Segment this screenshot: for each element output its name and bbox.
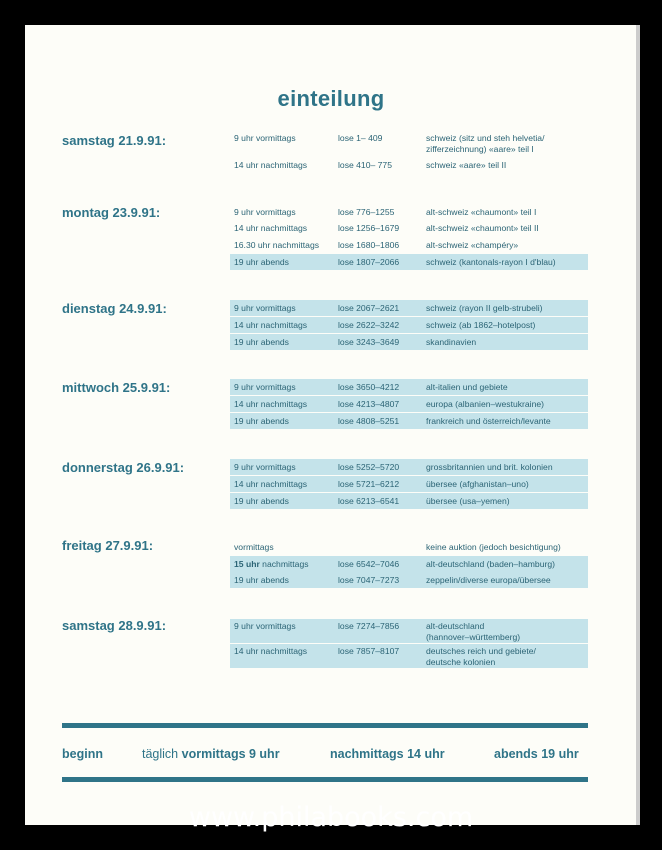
- session-lots: lose 6542–7046: [338, 559, 400, 569]
- session-row: [230, 204, 588, 220]
- session-description: europa (albanien–westukraine): [426, 399, 545, 409]
- session-time: 9 uhr vormittags: [234, 207, 296, 217]
- session-lots: lose 776–1255: [338, 207, 395, 217]
- session-description: deutsches reich und gebiete/ deutsche kolonien: [426, 646, 536, 667]
- session-description: schweiz (rayon II gelb-strubeli): [426, 303, 543, 313]
- session-lots: lose 6213–6541: [338, 496, 400, 506]
- footer-taeglich: täglich: [142, 747, 179, 761]
- session-row: [230, 459, 588, 475]
- page-edge: [636, 25, 640, 825]
- session-lots: lose 4213–4807: [338, 399, 400, 409]
- session-description: alt-deutschland (baden–hamburg): [426, 559, 555, 569]
- day-heading: samstag 28.9.91:: [62, 618, 167, 633]
- session-description: grossbritannien und brit. kolonien: [426, 462, 553, 472]
- session-time: 19 uhr abends: [234, 257, 289, 267]
- session-time: vormittags: [234, 542, 274, 552]
- session-description: übersee (usa–yemen): [426, 496, 510, 506]
- session-row: [230, 130, 588, 154]
- session-time: 15 uhr nachmittags: [234, 559, 309, 569]
- footer-afternoon: nachmittags 14 uhr: [330, 747, 445, 761]
- session-description: keine auktion (jedoch besichtigung): [426, 542, 561, 552]
- day-heading: donnerstag 26.9.91:: [62, 460, 185, 475]
- session-row: [230, 254, 588, 270]
- session-description: schweiz (sitz und steh helvetia/ zifferzeichnung) «aare» teil I: [426, 133, 545, 154]
- session-row: [230, 396, 588, 412]
- session-time: 14 uhr nachmittags: [234, 160, 308, 170]
- session-lots: lose 1807–2066: [338, 257, 400, 267]
- session-row: [230, 413, 588, 429]
- session-description: frankreich und österreich/levante: [426, 416, 551, 426]
- session-row: [230, 619, 588, 643]
- session-row: [230, 220, 588, 236]
- day-heading: freitag 27.9.91:: [62, 538, 154, 553]
- footer-daily: [142, 747, 280, 761]
- day-heading: samstag 21.9.91:: [62, 133, 167, 148]
- session-row: [230, 237, 588, 253]
- session-lots: lose 7047–7273: [338, 575, 400, 585]
- session-lots: lose 3243–3649: [338, 337, 400, 347]
- session-lots: lose 3650–4212: [338, 382, 400, 392]
- divider-top: [62, 723, 588, 728]
- session-description: alt-schweiz «chaumont» teil II: [426, 223, 539, 233]
- page-title: einteilung: [277, 86, 385, 111]
- session-lots: lose 7857–8107: [338, 646, 400, 656]
- session-lots: lose 2622–3242: [338, 320, 400, 330]
- session-description: alt-deutschland (hannover–württemberg): [426, 621, 521, 642]
- session-time: 19 uhr abends: [234, 337, 289, 347]
- session-description: zeppelin/diverse europa/übersee: [426, 575, 551, 585]
- session-lots: lose 5721–6212: [338, 479, 400, 489]
- session-description: schweiz (kantonals-rayon I d'blau): [426, 257, 556, 267]
- divider-bottom: [62, 777, 588, 782]
- session-row: [230, 556, 588, 572]
- session-time: 14 uhr nachmittags: [234, 320, 308, 330]
- session-row: [230, 379, 588, 395]
- session-row: [230, 300, 588, 316]
- session-time: 14 uhr nachmittags: [234, 399, 308, 409]
- session-description: schweiz «aare» teil II: [426, 160, 507, 170]
- session-lots: lose 1– 409: [338, 133, 383, 143]
- session-lots: lose 410– 775: [338, 160, 392, 170]
- session-description: skandinavien: [426, 337, 477, 347]
- day-heading: montag 23.9.91:: [62, 205, 161, 220]
- session-time-bold: 15 uhr: [234, 559, 260, 569]
- session-time: 19 uhr abends: [234, 416, 289, 426]
- session-time: 9 uhr vormittags: [234, 382, 296, 392]
- session-time: 9 uhr vormittags: [234, 133, 296, 143]
- session-description: übersee (afghanistan–uno): [426, 479, 529, 489]
- day-heading: mittwoch 25.9.91:: [62, 380, 171, 395]
- footer-morning: vormittags 9 uhr: [181, 747, 280, 761]
- session-time: 14 uhr nachmittags: [234, 479, 308, 489]
- session-time: 14 uhr nachmittags: [234, 646, 308, 656]
- session-time: 16.30 uhr nachmittags: [234, 240, 320, 250]
- watermark-url: www.philabooks.com: [188, 802, 474, 833]
- session-description: alt-italien und gebiete: [426, 382, 508, 392]
- session-row: [230, 317, 588, 333]
- session-lots: lose 4808–5251: [338, 416, 400, 426]
- session-row: [230, 476, 588, 492]
- session-lots: lose 1680–1806: [338, 240, 400, 250]
- session-lots: lose 2067–2621: [338, 303, 400, 313]
- session-row: [230, 572, 588, 588]
- session-time: 14 uhr nachmittags: [234, 223, 308, 233]
- session-lots: lose 1256–1679: [338, 223, 400, 233]
- session-lots: lose 5252–5720: [338, 462, 400, 472]
- session-time: 19 uhr abends: [234, 496, 289, 506]
- day-heading: dienstag 24.9.91:: [62, 301, 167, 316]
- session-row: [230, 157, 588, 173]
- session-row: [230, 493, 588, 509]
- session-row: [230, 334, 588, 350]
- session-time: 9 uhr vormittags: [234, 462, 296, 472]
- session-time: 9 uhr vormittags: [234, 303, 296, 313]
- footer-evening: abends 19 uhr: [494, 747, 579, 761]
- session-description: alt-schweiz «chaumont» teil I: [426, 207, 537, 217]
- session-row: [230, 539, 588, 555]
- session-time: 19 uhr abends: [234, 575, 289, 585]
- footer-beginn: beginn: [62, 747, 103, 761]
- session-row: [230, 644, 588, 668]
- session-description: alt-schweiz «champéry»: [426, 240, 519, 250]
- session-description: schweiz (ab 1862–hotelpost): [426, 320, 536, 330]
- session-lots: lose 7274–7856: [338, 621, 400, 631]
- session-time: 9 uhr vormittags: [234, 621, 296, 631]
